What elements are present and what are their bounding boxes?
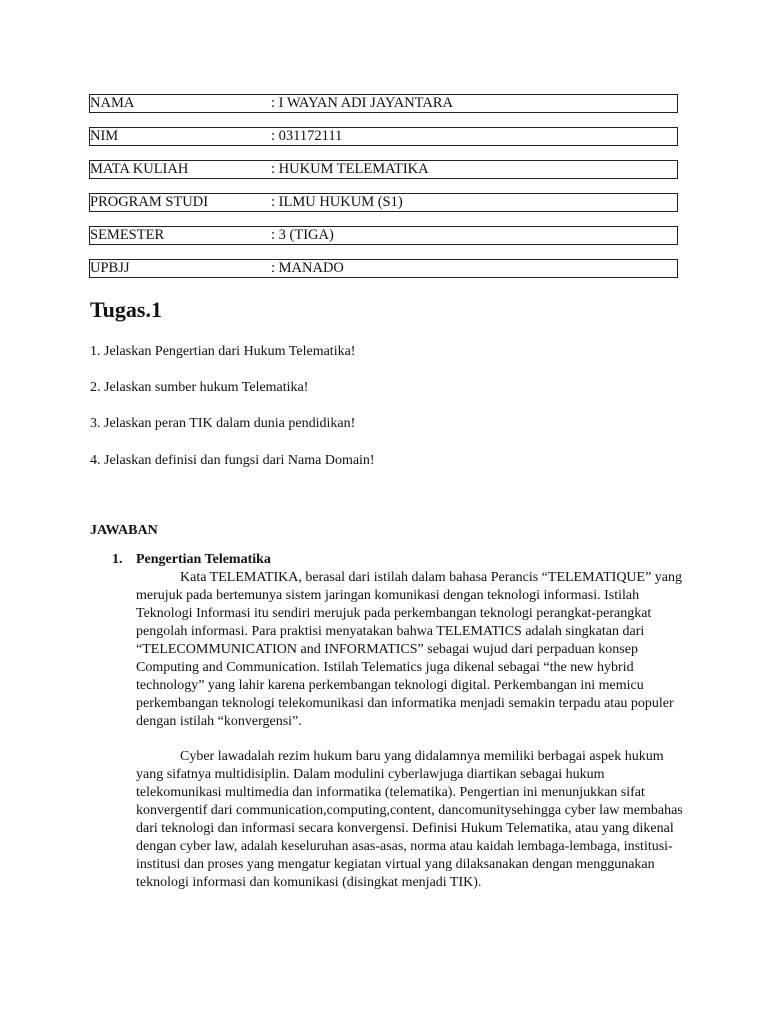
question-item: 3. Jelaskan peran TIK dalam dunia pendidikan! [90, 416, 356, 431]
identity-label: PROGRAM STUDI [90, 194, 209, 210]
identity-row-mata-kuliah [89, 160, 678, 179]
answer-paragraph: Cyber lawadalah rezim hukum baru yang didalamnya memiliki berbagai aspek hukum yang sifatnya multidisiplin. Dalam modulini cyberlawjuga diartikan sebagai hukum telekomunikasi multimedia dan informatika (telematika). Pengertian ini menunjukkan sifat konvergentif dari communication,computing,content, dancomunitysehingga cyber law membahas dari teknologi dan informasi secara konvergensi. Definisi Hukum Telematika, atau yang dikenal dengan cyber law, adalah keseluruhan asas-asas, norma atau kaidah lembaga-lembaga, institusi-institusi dan proses yang mengatur kegiatan virtual yang dilaksanakan dengan menggunakan teknologi informasi dan komunikasi (disingkat menjadi TIK). [136, 749, 683, 890]
answer-title: Pengertian Telematika [136, 552, 271, 567]
identity-row-program-studi [89, 193, 678, 212]
identity-label: UPBJJ [90, 260, 130, 276]
identity-value: : ILMU HUKUM (S1) [271, 194, 403, 210]
identity-row-semester [89, 226, 678, 245]
identity-row-nama [89, 94, 678, 113]
identity-row-upbjj [89, 259, 678, 278]
identity-value: : HUKUM TELEMATIKA [271, 161, 429, 177]
identity-value: : 031172111 [271, 128, 343, 144]
question-item: 2. Jelaskan sumber hukum Telematika! [90, 380, 309, 395]
tugas-title: Tugas.1 [90, 297, 162, 322]
answer-paragraph: Kata TELEMATIKA, berasal dari istilah dalam bahasa Perancis “TELEMATIQUE” yang merujuk pada bertemunya sistem jaringan komunikasi dengan teknologi informasi. Istilah Teknologi Informasi itu sendiri merujuk pada perkembangan teknologi perangkat-perangkat pengolah informasi. Para praktisi menyatakan bahwa TELEMATICS adalah singkatan dari “TELECOMMUNICATION and INFORMATICS” sebagai wujud dari perpaduan konsep Computing and Communication. Istilah Telematics juga dikenal sebagai “the new hybrid technology” yang lahir karena perkembangan teknologi digital. Perkembangan ini memicu perkembangan teknologi telekomunikasi dan informatika menjadi semakin terpadu atau populer dengan istilah “konvergensi”. [136, 570, 683, 729]
answer-number: 1. [112, 552, 123, 567]
identity-label: SEMESTER [90, 227, 165, 243]
identity-label: NIM [90, 128, 119, 144]
question-item: 4. Jelaskan definisi dan fungsi dari Nama Domain! [90, 453, 375, 468]
question-item: 1. Jelaskan Pengertian dari Hukum Telematika! [90, 344, 356, 359]
identity-row-nim [89, 127, 678, 146]
identity-value: : I WAYAN ADI JAYANTARA [271, 95, 453, 111]
jawaban-heading: JAWABAN [90, 523, 158, 538]
identity-value: : 3 (TIGA) [271, 227, 334, 243]
identity-label: MATA KULIAH [90, 161, 189, 177]
identity-label: NAMA [90, 95, 135, 111]
identity-value: : MANADO [271, 260, 344, 276]
